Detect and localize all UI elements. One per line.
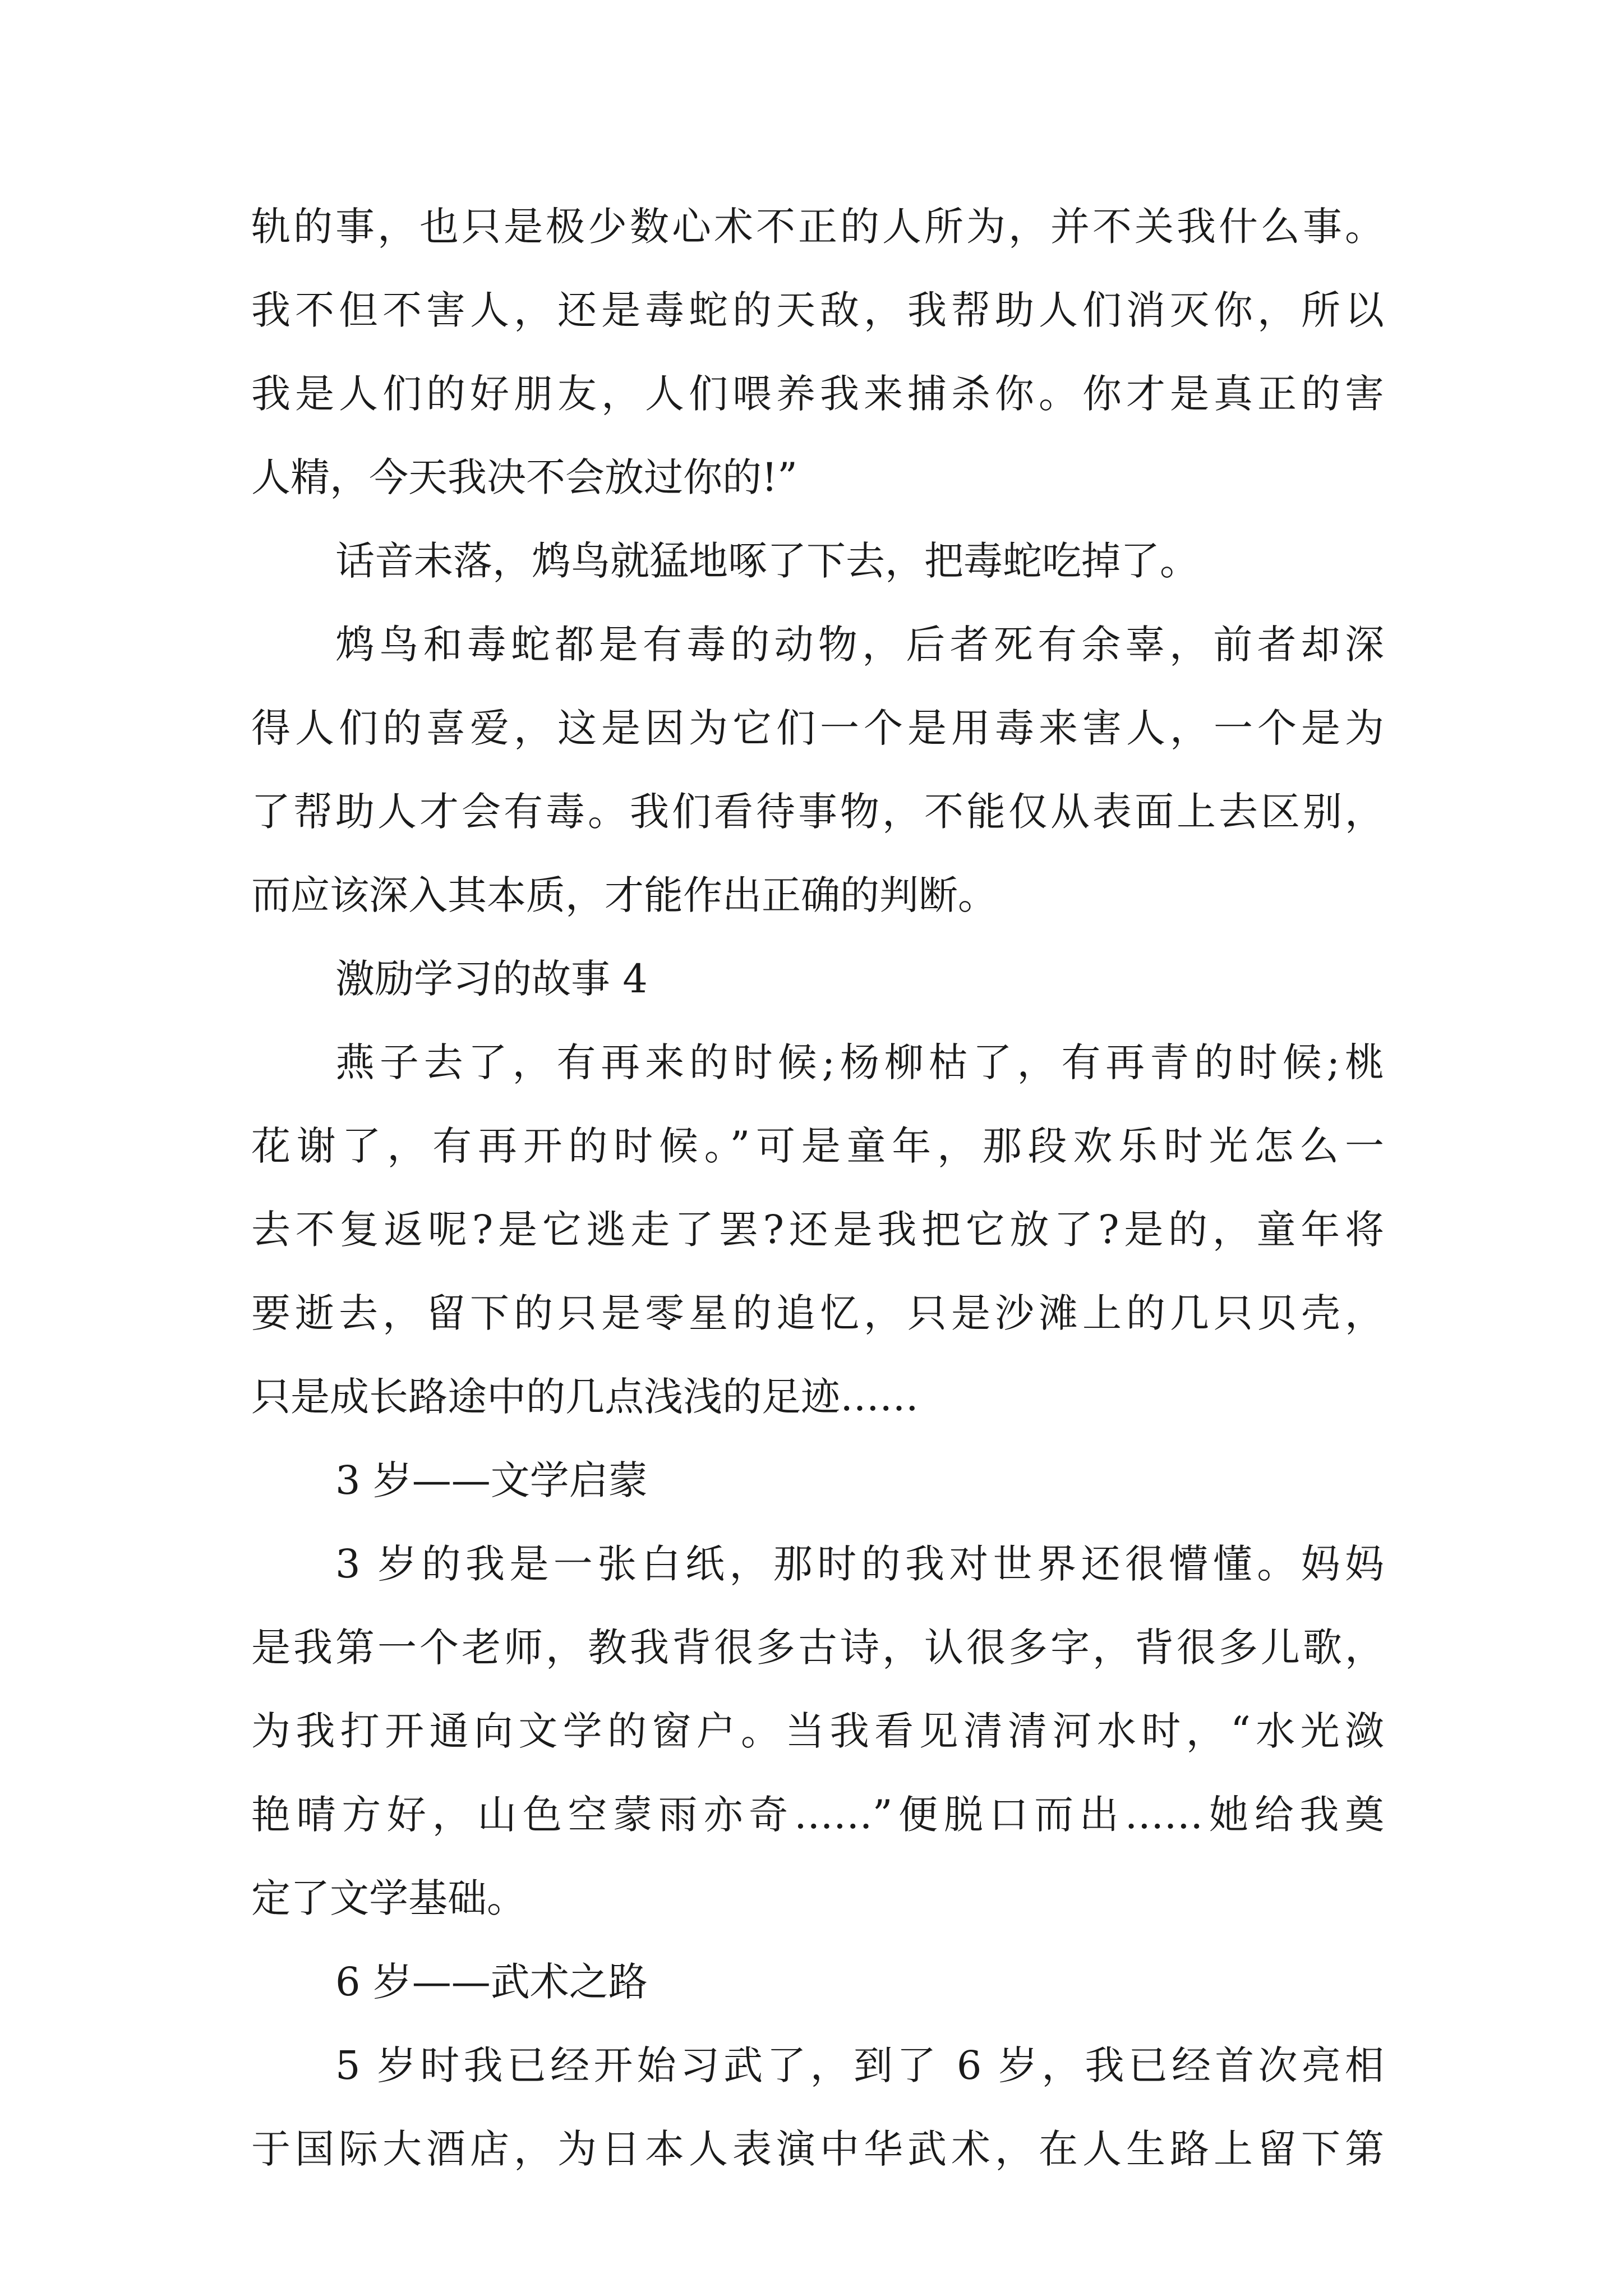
text-line: 3 岁的我是一张白纸，那时的我对世界还很懵懂。妈妈	[335, 1541, 1384, 1587]
text-line: 了帮助人才会有毒。我们看待事物，不能仅从表面上去区别，	[251, 789, 1384, 835]
text-line: 于国际大酒店，为日本人表演中华武术，在人生路上留下第	[251, 2126, 1384, 2172]
text-line: 燕子去了，有再来的时候;杨柳枯了，有再青的时候;桃	[335, 1039, 1384, 1085]
text-line: 得人们的喜爱，这是因为它们一个是用毒来害人，一个是为	[251, 705, 1384, 751]
text-line: 为我打开通向文学的窗户。当我看见清清河水时，“水光潋	[251, 1708, 1384, 1754]
text-line: 定了文学基础。	[251, 1875, 526, 1921]
text-line: 而应该深入其本质，才能作出正确的判断。	[251, 872, 997, 918]
text-line: 我是人们的好朋友，人们喂养我来捕杀你。你才是真正的害	[251, 371, 1384, 417]
section-heading: 激励学习的故事 4	[335, 956, 648, 1002]
text-line: 去不复返呢?是它逃走了罢?还是我把它放了?是的，童年将	[251, 1207, 1384, 1253]
text-line: 只是成长路途中的几点浅浅的足迹……	[251, 1374, 919, 1420]
text-line: 艳晴方好，山色空蒙雨亦奇……”便脱口而出……她给我奠	[251, 1792, 1384, 1838]
text-line: 花谢了，有再开的时候。”可是童年，那段欢乐时光怎么一	[251, 1123, 1384, 1169]
text-line: 要逝去，留下的只是零星的追忆，只是沙滩上的几只贝壳，	[251, 1290, 1384, 1336]
subheading: 6 岁——武术之路	[335, 1959, 648, 2005]
text-line: 轨的事，也只是极少数心术不正的人所为，并不关我什么事。	[251, 204, 1384, 250]
subheading: 3 岁——文学启蒙	[335, 1457, 648, 1503]
text-line: 人精，今天我决不会放过你的!”	[251, 454, 797, 500]
text-line: 5 岁时我已经开始习武了，到了 6 岁，我已经首次亮相	[335, 2042, 1384, 2088]
text-line: 鸩鸟和毒蛇都是有毒的动物，后者死有余辜，前者却深	[335, 622, 1384, 668]
text-line: 是我第一个老师，教我背很多古诗，认很多字，背很多儿歌，	[251, 1625, 1384, 1671]
text-line: 话音未落，鸩鸟就猛地啄了下去，把毒蛇吃掉了。	[335, 538, 1199, 584]
text-line: 我不但不害人，还是毒蛇的天敌，我帮助人们消灭你，所以	[251, 287, 1384, 333]
